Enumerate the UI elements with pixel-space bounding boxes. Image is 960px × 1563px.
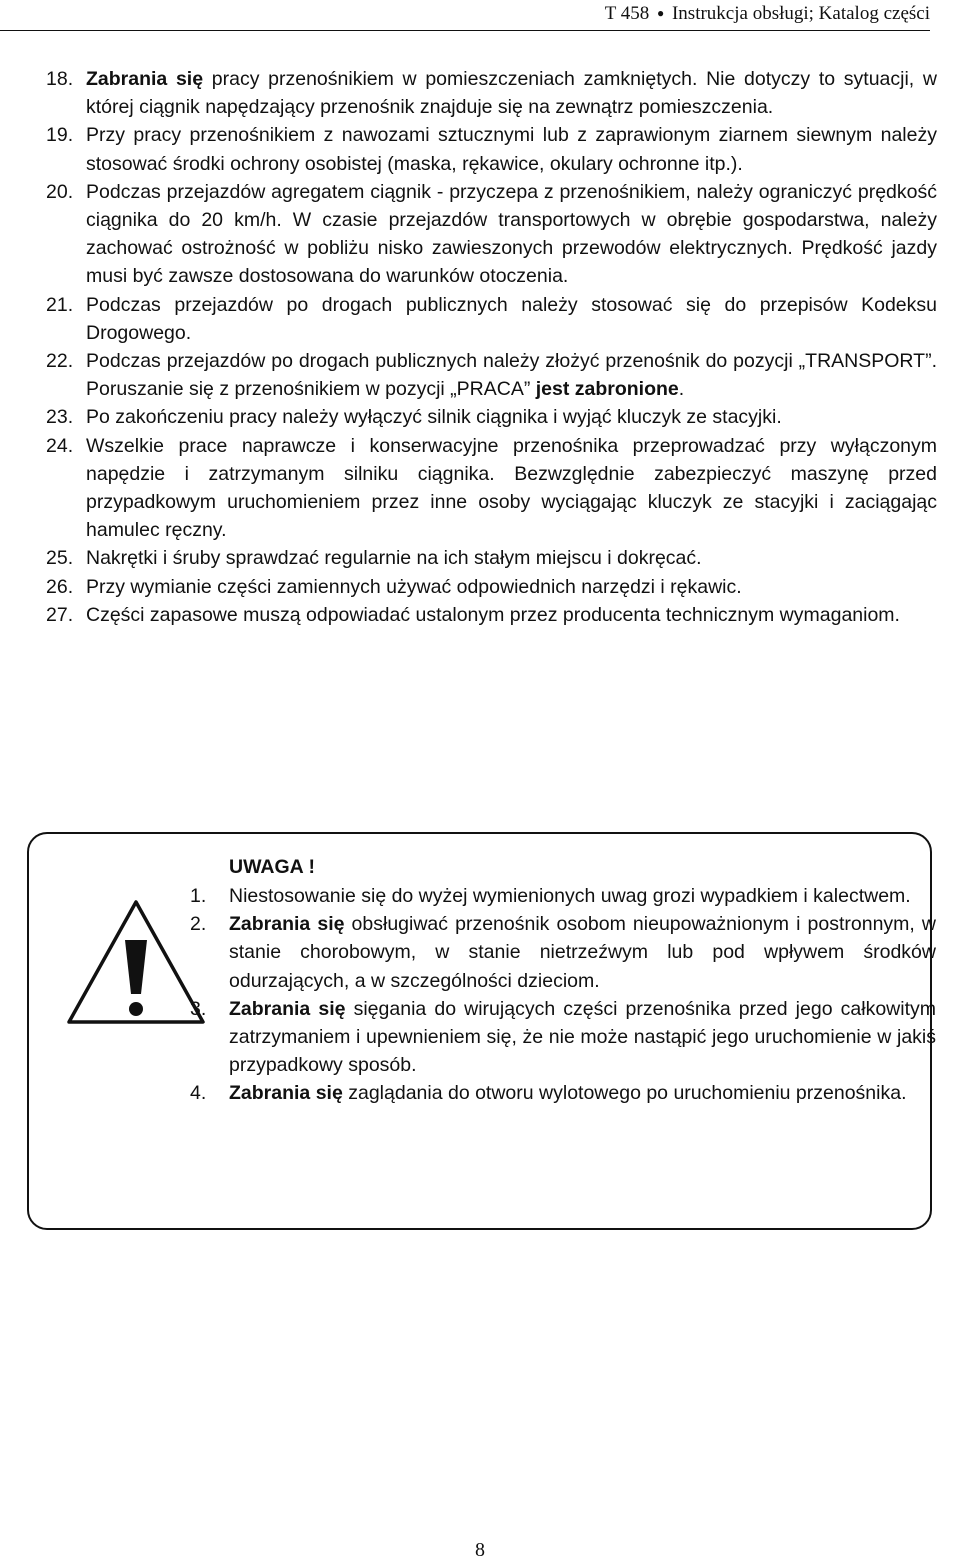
item-text: Podczas przejazdów po drogach publicznych należy złożyć przenośnik do pozycji „TRANSPORT”. Poruszanie się z przenośnikiem w pozycji „PRACA” <box>86 350 937 401</box>
list-item <box>46 65 937 121</box>
list-item <box>46 121 937 177</box>
doc-code: T 458 <box>604 3 650 24</box>
item-text: pracy przenośnikiem w pomieszczeniach zamkniętych. Nie dotyczy to sytuacji, w której ciągnik napędzający przenośnik znajduje się na zewnątrz pomieszczenia. <box>86 68 937 119</box>
warning-item <box>190 882 936 910</box>
page-number: 8 <box>475 1539 485 1561</box>
warning-item-text: obsługiwać przenośnik osobom nieupoważnionym i postronnym, w stanie chorobowym, w stanie nietrzeźwym lub pod wpływem środków odurzających, a w szczególności dzieciom. <box>229 913 936 992</box>
list-item <box>46 178 937 291</box>
item-number: 20. <box>46 180 74 203</box>
warning-list <box>190 882 936 1108</box>
warning-item-text: sięgania do wirujących części przenośnika przed jego całkowitym zatrzymaniem i upewnieniem się, że nie może nastąpić jego uruchomienie w jakiś przypadkowy sposób. <box>229 997 936 1077</box>
item-number: 27. <box>46 603 74 626</box>
warning-item-number: 2. <box>190 913 207 936</box>
item-tail: . <box>678 378 685 401</box>
item-number: 21. <box>46 293 74 316</box>
item-number: 18. <box>46 68 74 90</box>
list-item <box>46 601 937 629</box>
item-text: Nakrętki i śruby sprawdzać regularnie na ich stałym miejscu i dokręcać. <box>86 547 702 570</box>
header-bullet: ● <box>656 6 665 20</box>
item-number: 23. <box>46 406 74 429</box>
item-number: 26. <box>46 575 74 598</box>
item-text: Wszelkie prace naprawcze i konserwacyjne przenośnika przeprowadzać przy wyłączonym napędzie i zatrzymanym silniku ciągnika. Bezwzględnie zabezpieczyć maszynę przed przypadkowym uruchomieniem przez inne osoby wyciągając kluczyk ze stacyjki i zaciągając hamulec ręczny. <box>86 434 937 542</box>
item-text: Po zakończeniu pracy należy wyłączyć silnik ciągnika i wyjąć kluczyk ze stacyjki. <box>86 406 782 429</box>
item-number: 22. <box>46 350 74 373</box>
warning-item <box>190 910 936 995</box>
warning-item-number: 3. <box>190 997 207 1020</box>
item-lead: Zabrania się <box>86 68 204 90</box>
item-number: 24. <box>46 434 74 457</box>
safety-rules-list <box>46 65 937 629</box>
item-tail-bold: jest zabronione <box>535 378 679 401</box>
list-item <box>46 291 937 347</box>
item-number: 19. <box>46 124 74 147</box>
warning-title: UWAGA ! <box>229 856 315 878</box>
list-item <box>46 432 937 545</box>
item-text: Podczas przejazdów po drogach publicznych należy stosować się do przepisów Kodeksu Drogowego. <box>86 293 937 344</box>
item-text: Przy wymianie części zamiennych używać odpowiednich narzędzi i rękawic. <box>86 575 742 598</box>
list-item <box>46 347 937 403</box>
item-text: Części zapasowe muszą odpowiadać ustalonym przez producenta technicznym wymaganiom. <box>86 603 900 626</box>
warning-item-text: Niestosowanie się do wyżej wymienionych uwag grozi wypadkiem i kalectwem. <box>229 885 911 907</box>
item-text: Podczas przejazdów agregatem ciągnik - przyczepa z przenośnikiem, należy ograniczyć prędkość ciągnika do 20 km/h. W czasie przejazdów transportowych w obrębie gospodarstwa, należy zachować ostrożność w pobliżu nisko zawieszonych przewodów elektrycznych. Prędkość jazdy musi być zawsze dostosowana do warunków otoczenia. <box>86 180 937 288</box>
list-item <box>46 544 937 572</box>
list-item <box>46 573 937 601</box>
warning-item-lead: Zabrania się <box>229 997 346 1020</box>
doc-title: Instrukcja obsługi; Katalog części <box>671 3 930 24</box>
warning-triangle-icon <box>65 898 207 1026</box>
warning-item-text: zaglądania do otworu wylotowego po uruchomieniu przenośnika. <box>342 1082 907 1105</box>
warning-item-lead: Zabrania się <box>229 1082 343 1105</box>
page-header <box>0 0 930 31</box>
list-item <box>46 403 937 431</box>
item-number: 25. <box>46 547 74 570</box>
warning-item-number: 4. <box>190 1082 207 1105</box>
warning-item <box>190 995 936 1080</box>
item-text: Przy pracy przenośnikiem z nawozami sztucznymi lub z zaprawionym ziarnem siewnym należy stosować środki ochrony osobistej (maska, rękawice, okulary ochronne itp.). <box>86 124 937 175</box>
warning-item-lead: Zabrania się <box>229 913 345 936</box>
warning-item <box>190 1079 936 1107</box>
warning-item-number: 1. <box>190 885 207 907</box>
